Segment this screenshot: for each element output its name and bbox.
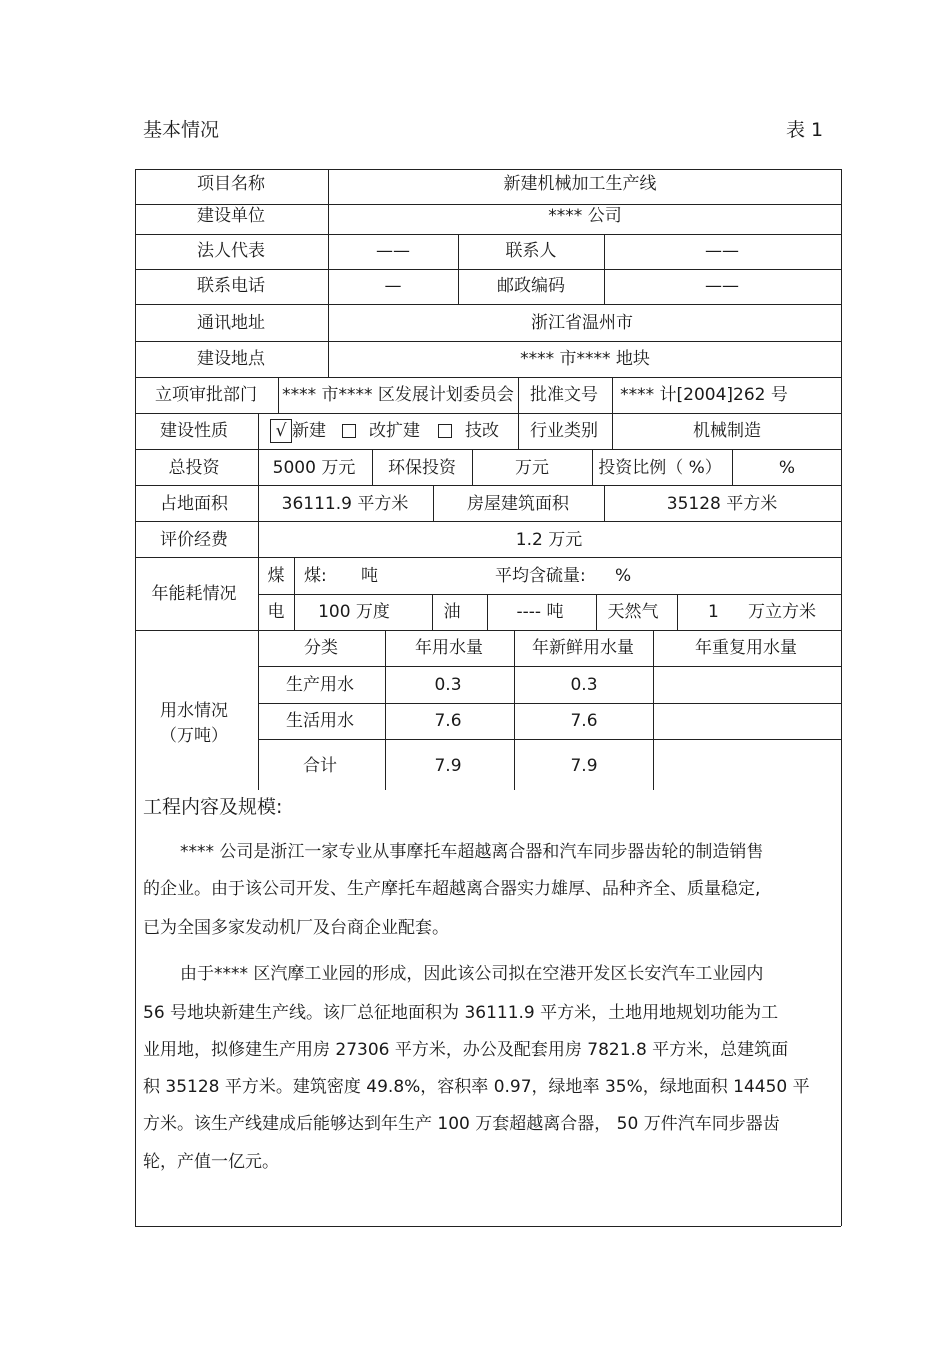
paragraph-line: 方米。该生产线建成后能够达到年生产 100 万套超越离合器， 50 万件汽车同步器齿 [143,1114,780,1134]
label-contact: 联系人 [505,241,557,261]
value-phone: — [384,276,402,296]
water-row-annual: 0.3 [434,675,462,695]
table-border-bottom [135,1226,841,1227]
label-land-area: 占地面积 [160,494,228,514]
col-line [653,630,654,790]
col-line [612,377,613,413]
col-line [432,594,433,630]
value-land-area: 36111.9 平方米 [281,494,409,514]
label-project-name: 项目名称 [197,174,265,194]
water-row-annual: 7.9 [434,756,462,776]
value-electricity: 100 万度 [318,602,390,622]
col-line [592,449,593,485]
col-line [433,485,434,521]
unit-sulfur: % [615,566,632,586]
value-approval-dept: **** 市**** 区发展计划委员会 [282,385,514,405]
value-invest-ratio: % [778,458,796,478]
option-expand-label: 改扩建 [369,421,420,441]
checkbox-tech[interactable] [438,424,452,438]
label-eval-fee: 评价经费 [160,530,228,550]
value-postcode: —— [705,276,739,296]
col-line [258,413,259,790]
content-heading: 工程内容及规模: [143,796,283,818]
label-electricity: 电 [267,602,285,622]
water-header: 年用水量 [415,638,483,658]
value-legal-rep: —— [376,241,410,261]
row-line [135,485,841,486]
label-coal: 煤 [267,566,285,586]
unit-coal: 吨 [361,566,378,586]
label-invest-ratio: 投资比例（ %） [598,458,722,478]
label-oil: 油 [443,602,461,622]
option-new-label: 新建 [292,421,326,441]
row-line [135,341,841,342]
row-line [135,521,841,522]
col-line [294,557,295,630]
label-address: 通讯地址 [197,313,265,333]
label-phone: 联系电话 [197,276,265,296]
water-row-fresh: 7.6 [570,711,598,731]
row-line [258,703,841,704]
col-line [518,377,519,413]
col-line [518,413,519,449]
label-postcode: 邮政编码 [497,276,565,296]
value-oil: ---- 吨 [516,602,564,622]
col-line [372,449,373,485]
row-line [135,269,841,270]
col-line [732,449,733,485]
row-line [135,449,841,450]
col-line [514,630,515,790]
table-border-top [135,169,841,170]
row-line [135,234,841,235]
water-row-annual: 7.6 [434,711,462,731]
value-site: **** 市**** 地块 [520,349,650,369]
label-water: 用水情况 [160,701,228,721]
col-line [487,594,488,630]
col-line [604,234,605,304]
water-header: 年重复用水量 [695,638,797,658]
label-sulfur: 平均含硫量: [495,566,586,586]
label-site: 建设地点 [197,349,265,369]
water-row-name: 生产用水 [286,675,354,695]
label-gas: 天然气 [607,602,659,622]
row-line [258,594,841,595]
water-header: 分类 [304,638,338,658]
paragraph-line: **** 公司是浙江一家专业从事摩托车超越离合器和汽车同步器齿轮的制造销售 [180,842,764,862]
row-line [135,630,841,631]
col-line [458,234,459,304]
paragraph-line: 的企业。由于该公司开发、生产摩托车超越离合器实力雄厚、品种齐全、质量稳定, [143,879,761,899]
page-title: 基本情况 [143,119,220,141]
value-contact: —— [705,241,739,261]
col-line [677,594,678,630]
label-water-unit: （万吨） [160,726,228,746]
paragraph-line: 已为全国多家发动机厂及台商企业配套。 [143,918,449,938]
unit-gas: 万立方米 [748,602,816,622]
table-number: 表 1 [786,119,824,141]
col-line [612,413,613,449]
row-line [135,304,841,305]
value-building-area: 35128 平方米 [666,494,778,514]
paragraph-line: 业用地，拟修建生产用房 27306 平方米，办公及配套用房 7821.8 平方米，总建筑面 [143,1040,789,1060]
paragraph-line: 56 号地块新建生产线。该厂总征地面积为 36111.9 平方米，土地用地规划功能为工 [143,1003,779,1023]
water-row-name: 生活用水 [286,711,354,731]
row-line [258,739,841,740]
col-line [472,449,473,485]
paragraph-line: 由于**** 区汽摩工业园的形成，因此该公司拟在空港开发区长安汽车工业园内 [180,964,764,984]
value-address: 浙江省温州市 [531,313,633,333]
table-border-left [135,169,136,1226]
water-row-fresh: 0.3 [570,675,598,695]
label-building-area: 房屋建筑面积 [467,494,569,514]
col-line [596,594,597,630]
value-unit: **** 公司 [548,206,622,226]
col-line [385,630,386,790]
col-line [278,377,279,413]
row-line [135,377,841,378]
text-coal: 煤: [304,566,327,586]
label-investment: 总投资 [168,458,220,478]
col-line [328,169,329,377]
water-row-fresh: 7.9 [570,756,598,776]
value-investment: 5000 万元 [272,458,356,478]
row-line [135,204,841,205]
label-approval-dept: 立项审批部门 [155,385,257,405]
paragraph-line: 轮，产值一亿元。 [143,1152,279,1172]
label-env-investment: 环保投资 [388,458,456,478]
table-border-right [841,169,842,1226]
water-row-name: 合计 [303,756,337,776]
value-project-name: 新建机械加工生产线 [503,174,657,194]
value-env-investment: 万元 [515,458,549,478]
value-industry: 机械制造 [693,421,761,441]
water-header: 年新鲜用水量 [532,638,634,658]
label-approval-doc: 批准文号 [530,385,598,405]
row-line [258,666,841,667]
checkbox-new[interactable]: √ [270,419,292,443]
option-tech-label: 技改 [465,421,499,441]
label-industry: 行业类别 [530,421,598,441]
paragraph-line: 积 35128 平方米。建筑密度 49.8%，容积率 0.97，绿地率 35%，绿地面积 14450 平 [143,1077,810,1097]
label-nature: 建设性质 [160,421,228,441]
checkbox-expand[interactable] [342,424,356,438]
label-energy: 年能耗情况 [151,584,237,604]
value-eval-fee: 1.2 万元 [515,530,583,550]
col-line [604,485,605,521]
value-gas: 1 [708,602,719,622]
row-line [135,557,841,558]
value-approval-doc: **** 计[2004]262 号 [620,385,788,405]
row-line [135,413,841,414]
label-legal-rep: 法人代表 [197,241,265,261]
label-unit: 建设单位 [197,206,265,226]
